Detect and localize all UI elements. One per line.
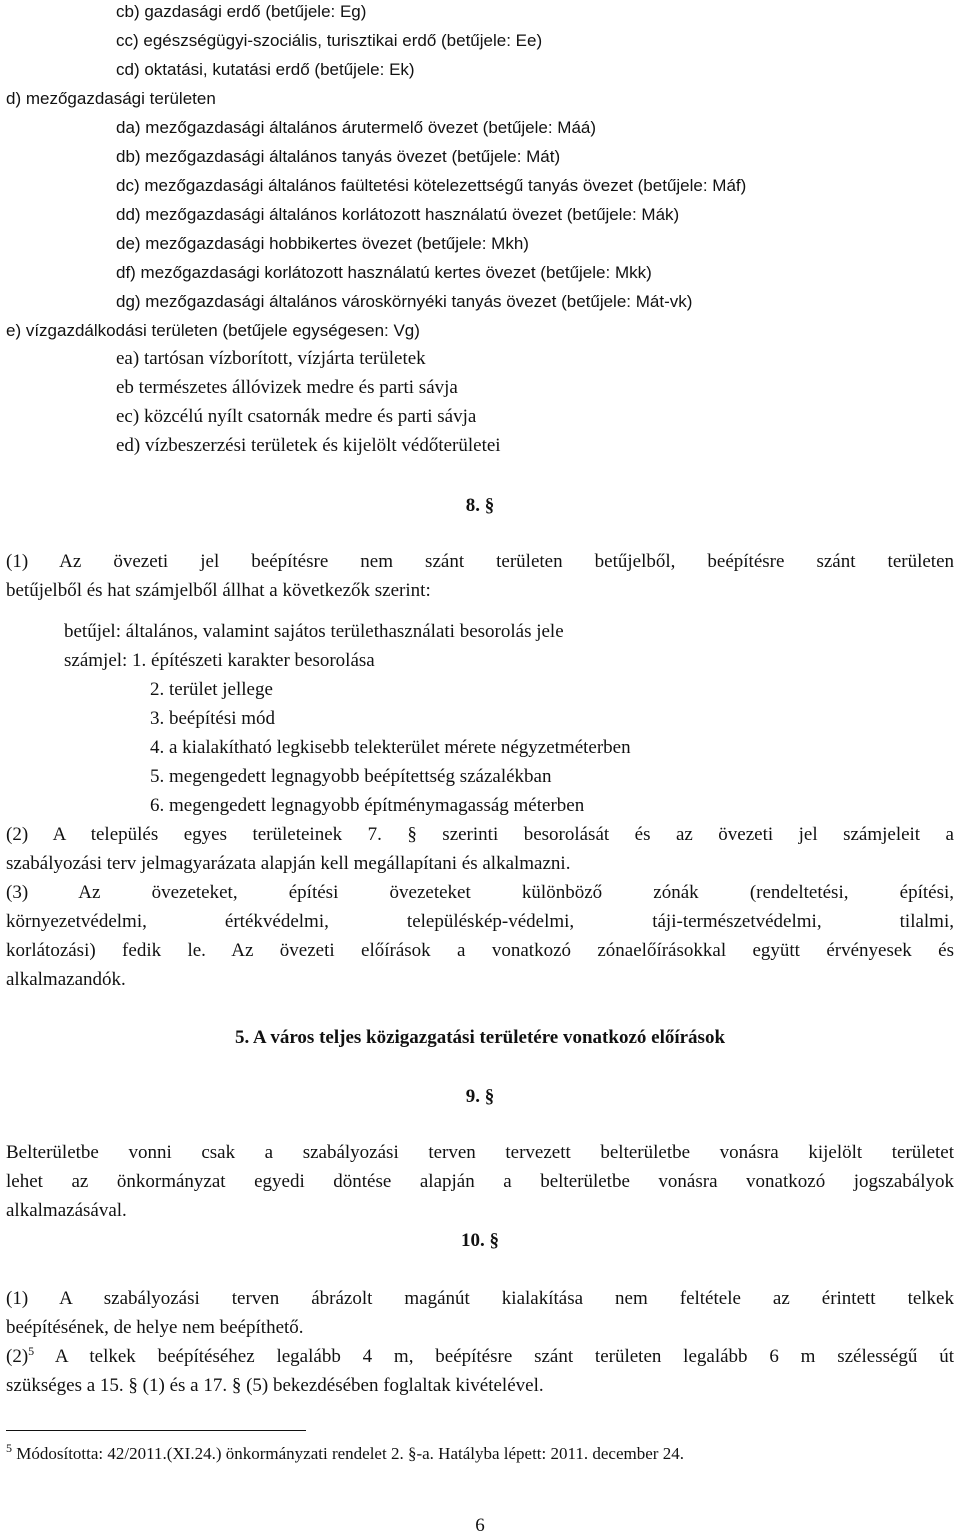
list-item-d: d) mezőgazdasági területen [6, 89, 216, 108]
szamjel-item-3: 3. beépítési mód [150, 708, 276, 729]
section-8-heading: 8. § [465, 495, 495, 516]
szamjel-item-1: számjel: 1. építészeti karakter besorolása [64, 650, 375, 671]
footnote-separator [6, 1430, 306, 1431]
list-item-de: de) mezőgazdasági hobbikertes övezet (betűjele: Mkh) [116, 234, 529, 253]
section-9-line-3: alkalmazásával. [6, 1200, 127, 1221]
list-item-df: df) mezőgazdasági korlátozott használatú kertes övezet (betűjele: Mkk) [116, 263, 652, 282]
footnote-mark: 5 [6, 1441, 12, 1455]
section-8-paragraph-3-line-3: korlátozási) fedik le. Az övezeti előírások a vonatkozó zónaelőírásokkal együtt érvényesek és [6, 940, 954, 961]
list-item-db: db) mezőgazdasági általános tanyás övezet (betűjele: Mát) [116, 147, 561, 166]
list-item-cb: cb) gazdasági erdő (betűjele: Eg) [116, 2, 367, 21]
section-8-paragraph-2-line-2: szabályozási terv jelmagyarázata alapján kell megállapítani és alkalmazni. [6, 853, 571, 874]
paragraph-2-label: (2) [6, 1346, 29, 1367]
list-item-eb: eb természetes állóvizek medre és parti sávja [116, 377, 458, 398]
footnote [6, 1442, 684, 1466]
list-item-ec: ec) közcélú nyílt csatornák medre és parti sávja [116, 406, 477, 427]
list-item-ed: ed) vízbeszerzési területek és kijelölt védőterületei [116, 435, 501, 456]
szamjel-item-5: 5. megengedett legnagyobb beépítettség százalékban [150, 766, 552, 787]
szamjel-item-4: 4. a kialakítható legkisebb telekterület mérete négyzetméterben [150, 737, 631, 758]
betujel-definition: betűjel: általános, valamint sajátos területhasználati besorolás jele [64, 621, 564, 642]
section-8-paragraph-1-line-1: (1) Az övezeti jel beépítésre nem szánt területen betűjelből, beépítésre szánt területen [6, 551, 954, 572]
section-8-paragraph-3-line-4: alkalmazandók. [6, 969, 126, 990]
section-8-paragraph-1-line-2: betűjelből és hat számjelből állhat a következők szerint: [6, 580, 431, 601]
section-9-heading: 9. § [465, 1086, 495, 1107]
chapter-5-title: 5. A város teljes közigazgatási területére vonatkozó előírások [234, 1027, 726, 1048]
section-8-paragraph-3-line-1: (3) Az övezeteket, építési övezeteket különböző zónák (rendeltetési, építési, [6, 882, 954, 903]
section-10-paragraph-2-line-1 [6, 1345, 954, 1369]
list-item-cc: cc) egészségügyi-szociális, turisztikai erdő (betűjele: Ee) [116, 31, 543, 50]
paragraph-2-text: A telkek beépítéséhez legalább 4 m, beépítésre szánt területen legalább 6 m szélességű út [34, 1346, 954, 1367]
section-9-line-1: Belterületbe vonni csak a szabályozási terven tervezett belterületbe vonásra kijelölt területet [6, 1142, 954, 1163]
list-item-e: e) vízgazdálkodási területen (betűjele egységesen: Vg) [6, 321, 420, 340]
list-item-ea: ea) tartósan vízborított, vízjárta területek [116, 348, 426, 369]
section-9-line-2: lehet az önkormányzat egyedi döntése alapján a belterületbe vonásra vonatkozó jogszabályok [6, 1171, 954, 1192]
footnote-reference[interactable]: 5 [28, 1344, 35, 1358]
section-8-paragraph-3-line-2: környezetvédelmi, értékvédelmi, településkép-védelmi, táji-természetvédelmi, tilalmi, [6, 911, 954, 932]
section-10-paragraph-1-line-2: beépítésének, de helye nem beépíthető. [6, 1317, 304, 1338]
list-item-dc: dc) mezőgazdasági általános faültetési kötelezettségű tanyás övezet (betűjele: Máf) [116, 176, 747, 195]
list-item-da: da) mezőgazdasági általános árutermelő övezet (betűjele: Máá) [116, 118, 597, 137]
section-10-paragraph-1-line-1: (1) A szabályozási terven ábrázolt magánút kialakítása nem feltétele az érintett telkek [6, 1288, 954, 1309]
szamjel-item-2: 2. terület jellege [150, 679, 273, 700]
szamjel-item-6: 6. megengedett legnagyobb építménymagasság méterben [150, 795, 585, 816]
page-number: 6 [475, 1515, 485, 1536]
list-item-dd: dd) mezőgazdasági általános korlátozott használatú övezet (betűjele: Mák) [116, 205, 680, 224]
section-10-paragraph-2-line-2: szükséges a 15. § (1) és a 17. § (5) bekezdésében foglaltak kivételével. [6, 1375, 544, 1396]
section-8-paragraph-2-line-1: (2) A település egyes területeinek 7. § szerinti besorolását és az övezeti jel számjeleit a [6, 824, 954, 845]
section-10-heading: 10. § [461, 1230, 499, 1251]
list-item-dg: dg) mezőgazdasági általános városkörnyéki tanyás övezet (betűjele: Mát-vk) [116, 292, 693, 311]
footnote-text: Módosította: 42/2011.(XI.24.) önkormányzati rendelet 2. §-a. Hatályba lépett: 2011. december 24. [12, 1444, 684, 1463]
list-item-cd: cd) oktatási, kutatási erdő (betűjele: Ek) [116, 60, 415, 79]
